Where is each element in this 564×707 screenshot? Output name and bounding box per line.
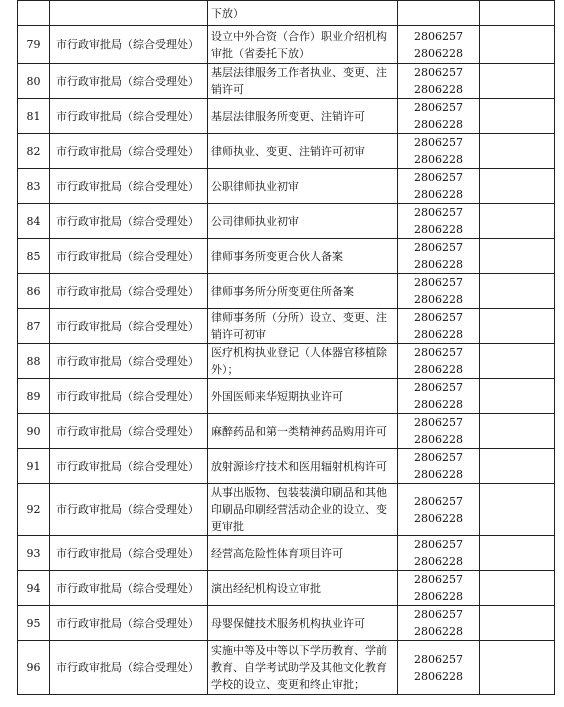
phone-number: 2806257 (414, 101, 463, 114)
note-cell (480, 134, 555, 169)
row-number: 88 (18, 344, 50, 379)
phone-cell (398, 64, 480, 99)
item-cell (208, 571, 398, 606)
table-row (18, 606, 555, 641)
phone-cell (398, 134, 480, 169)
phone-cell (398, 169, 480, 204)
item-cell (208, 1, 398, 26)
row-number: 80 (18, 64, 50, 99)
note-cell (480, 99, 555, 134)
department-cell: 市行政审批局（综合受理处） (50, 641, 208, 695)
row-number: 83 (18, 169, 50, 204)
item-cell (208, 26, 398, 64)
phone-cell (398, 379, 480, 414)
phone-number: 2806228 (414, 118, 463, 131)
item-cell (208, 641, 398, 695)
department-cell: 市行政审批局（综合受理处） (50, 99, 208, 134)
item-cell (208, 414, 398, 449)
table-row (18, 26, 555, 64)
phone-number: 2806257 (414, 381, 463, 394)
item-cell (208, 309, 398, 344)
phone-cell (398, 26, 480, 64)
phone-number: 2806228 (414, 625, 463, 638)
department-cell: 市行政审批局（综合受理处） (50, 414, 208, 449)
department-cell: 市行政审批局（综合受理处） (50, 26, 208, 64)
item-text: 律师执业、变更、注销许可初审 (211, 144, 365, 158)
table-body (18, 1, 555, 695)
item-text: 演出经纪机构设立审批 (211, 581, 321, 595)
row-number: 86 (18, 274, 50, 309)
phone-number: 2806257 (414, 276, 463, 289)
item-cell (208, 134, 398, 169)
note-cell (480, 309, 555, 344)
item-text: 经营高危险性体育项目许可 (211, 546, 343, 560)
note-cell (480, 449, 555, 484)
row-number: 96 (18, 641, 50, 695)
table-row (18, 64, 555, 99)
item-cell (208, 484, 398, 536)
note-cell (480, 379, 555, 414)
note-cell (480, 484, 555, 536)
table-row (18, 99, 555, 134)
phone-number: 2806228 (414, 328, 463, 341)
department-cell: 市行政审批局（综合受理处） (50, 344, 208, 379)
note-cell (480, 536, 555, 571)
table-row (18, 379, 555, 414)
department-cell: 市行政审批局（综合受理处） (50, 169, 208, 204)
note-cell (480, 26, 555, 64)
phone-number: 2806228 (414, 223, 463, 236)
note-cell (480, 606, 555, 641)
row-number: 87 (18, 309, 50, 344)
phone-number: 2806257 (414, 451, 463, 464)
note-cell (480, 239, 555, 274)
note-cell (480, 169, 555, 204)
phone-number: 2806257 (414, 416, 463, 429)
phone-number: 2806257 (414, 346, 463, 359)
phone-cell (398, 606, 480, 641)
row-number: 89 (18, 379, 50, 414)
department-cell: 市行政审批局（综合受理处） (50, 64, 208, 99)
table-row (18, 344, 555, 379)
phone-number: 2806257 (414, 136, 463, 149)
phone-number: 2806228 (414, 555, 463, 568)
phone-cell (398, 204, 480, 239)
phone-number: 2806257 (414, 652, 463, 666)
item-cell (208, 239, 398, 274)
phone-cell (398, 641, 480, 695)
item-cell (208, 204, 398, 239)
item-cell (208, 344, 398, 379)
row-number: 93 (18, 536, 50, 571)
phone-number: 2806228 (414, 468, 463, 481)
phone-number: 2806228 (414, 188, 463, 201)
table-row (18, 641, 555, 695)
item-text: 基层法律服务所变更、注销许可 (211, 109, 365, 123)
department-cell: 市行政审批局（综合受理处） (50, 571, 208, 606)
phone-cell (398, 414, 480, 449)
phone-number: 2806228 (414, 363, 463, 376)
item-cell (208, 379, 398, 414)
phone-number: 2806228 (414, 590, 463, 603)
phone-number: 2806228 (414, 433, 463, 446)
row-number (18, 1, 50, 26)
phone-cell (398, 309, 480, 344)
department-cell: 市行政审批局（综合受理处） (50, 309, 208, 344)
note-cell (480, 1, 555, 26)
phone-cell (398, 1, 480, 26)
item-text: 从事出版物、包装装潢印刷品和其他印刷品印刷经营活动企业的设立、变更审批 (211, 486, 387, 533)
phone-number: 2806257 (414, 206, 463, 219)
phone-number: 2806228 (414, 153, 463, 166)
table-row (18, 134, 555, 169)
item-text: 设立中外合资（合作）职业介绍机构审批（省委托下放） (211, 29, 387, 60)
phone-number: 2806228 (414, 83, 463, 96)
table-row (18, 571, 555, 606)
phone-cell (398, 449, 480, 484)
phone-cell (398, 274, 480, 309)
phone-number: 2806228 (414, 258, 463, 271)
department-cell: 市行政审批局（综合受理处） (50, 449, 208, 484)
row-number: 85 (18, 239, 50, 274)
item-text: 律师事务所（分所）设立、变更、注销许可初审 (211, 311, 387, 341)
phone-number: 2806257 (414, 66, 463, 79)
row-number: 95 (18, 606, 50, 641)
item-text: 医疗机构执业登记（人体器官移植除外）； (211, 346, 387, 376)
table-row (18, 274, 555, 309)
department-cell: 市行政审批局（综合受理处） (50, 606, 208, 641)
item-text: 母婴保健技术服务机构执业许可 (211, 616, 365, 630)
phone-cell (398, 571, 480, 606)
item-text: 基层法律服务工作者执业、变更、注销许可 (211, 66, 387, 96)
table-row (18, 239, 555, 274)
row-number: 81 (18, 99, 50, 134)
row-number: 84 (18, 204, 50, 239)
item-text: 放射源诊疗技术和医用辐射机构许可 (211, 459, 387, 473)
phone-number: 2806257 (414, 29, 463, 43)
item-text: 律师事务所分所变更住所备案 (211, 284, 354, 298)
item-cell (208, 274, 398, 309)
phone-number: 2806257 (414, 171, 463, 184)
item-cell (208, 169, 398, 204)
phone-number: 2806228 (414, 293, 463, 306)
phone-number: 2806228 (414, 511, 463, 525)
table-row (18, 1, 555, 26)
item-cell (208, 536, 398, 571)
note-cell (480, 64, 555, 99)
item-cell (208, 449, 398, 484)
table-row (18, 169, 555, 204)
item-text: 公职律师执业初审 (211, 179, 299, 193)
phone-cell (398, 99, 480, 134)
row-number: 94 (18, 571, 50, 606)
table-row (18, 449, 555, 484)
row-number: 92 (18, 484, 50, 536)
department-cell (50, 1, 208, 26)
table-row (18, 536, 555, 571)
row-number: 82 (18, 134, 50, 169)
department-cell: 市行政审批局（综合受理处） (50, 274, 208, 309)
phone-cell (398, 344, 480, 379)
phone-number: 2806257 (414, 538, 463, 551)
phone-number: 2806257 (414, 311, 463, 324)
department-cell: 市行政审批局（综合受理处） (50, 134, 208, 169)
row-number: 90 (18, 414, 50, 449)
phone-number: 2806257 (414, 608, 463, 621)
table-row (18, 309, 555, 344)
phone-number: 2806228 (414, 398, 463, 411)
item-text: 实施中等及中等以下学历教育、学前教育、自学考试助学及其他文化教育学校的设立、变更和终止审批； (211, 644, 387, 691)
phone-number: 2806257 (414, 494, 463, 508)
table-row (18, 204, 555, 239)
item-text: 外国医师来华短期执业许可 (211, 389, 343, 403)
phone-number: 2806257 (414, 573, 463, 586)
item-cell (208, 606, 398, 641)
phone-number: 2806228 (414, 46, 463, 60)
department-cell: 市行政审批局（综合受理处） (50, 379, 208, 414)
note-cell (480, 274, 555, 309)
department-cell: 市行政审批局（综合受理处） (50, 239, 208, 274)
table-row (18, 414, 555, 449)
row-number: 79 (18, 26, 50, 64)
note-cell (480, 571, 555, 606)
department-cell: 市行政审批局（综合受理处） (50, 484, 208, 536)
row-number: 91 (18, 449, 50, 484)
note-cell (480, 414, 555, 449)
phone-number: 2806257 (414, 241, 463, 254)
service-table (17, 0, 555, 695)
item-cell (208, 64, 398, 99)
note-cell (480, 204, 555, 239)
phone-cell (398, 239, 480, 274)
item-cell (208, 99, 398, 134)
item-text: 律师事务所变更合伙人备案 (211, 249, 343, 263)
phone-cell (398, 484, 480, 536)
item-text: 公司律师执业初审 (211, 214, 299, 228)
table-row (18, 484, 555, 536)
item-text: 麻醉药品和第一类精神药品购用许可 (211, 424, 387, 438)
department-cell: 市行政审批局（综合受理处） (50, 536, 208, 571)
phone-cell (398, 536, 480, 571)
phone-number: 2806228 (414, 669, 463, 683)
item-text: 下放） (211, 6, 244, 20)
note-cell (480, 641, 555, 695)
department-cell: 市行政审批局（综合受理处） (50, 204, 208, 239)
note-cell (480, 344, 555, 379)
